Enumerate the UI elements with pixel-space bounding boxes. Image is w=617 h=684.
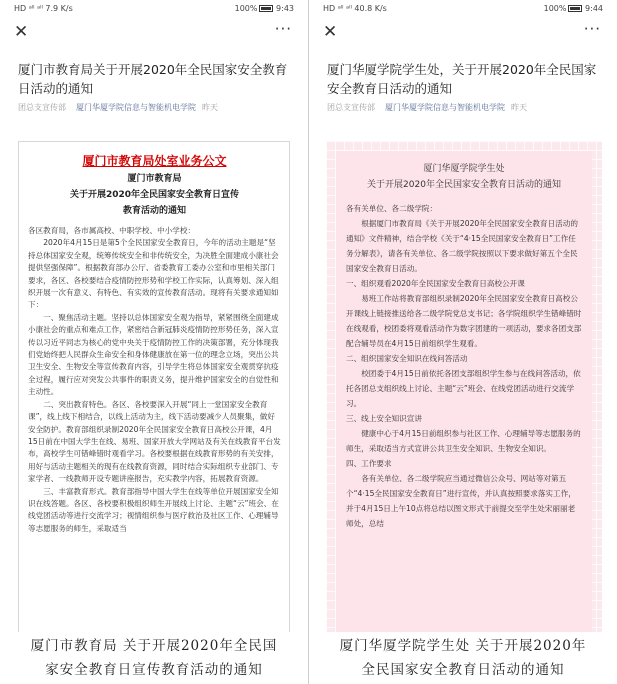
status-bar [0, 0, 308, 18]
status-bar [309, 0, 617, 18]
status-time: 9:44 [585, 4, 603, 13]
account-link[interactable]: 厦门华厦学院信息与智能机电学院 [76, 103, 196, 112]
doc-paragraph: 各有关单位、各二级学院应当通过微信公众号、网站等对第五个“4·15全民国家安全教育日”进行宣传，并认真按照要求落实工作，并于4月15日上午10点将总结以图文形式于前提交至学生处宋丽丽老师处，总结 [346, 474, 576, 528]
doc-paragraph: 二、突出教育特色。各区、各校要深入开展“同上一堂国家安全教育课”，线上线下相结合，以线上活动为主，线下活动要减少人员聚集，做好安全防护。教育部组织录制2020年全民国家安全教育日高校公开课，4月15日前在中国大学生在线、易班、国家开放大学网站及有关在线教育平台发布，高校学生可错峰错时观看学习。各校要根据在线教育形势的有关安排，用好与活动主题相关的现有在线教育资源，同时结合实际组织专业部门、专家学者、一线教师开设专题讲座报告，充实教学内容，拓展教育资源。 [28, 399, 281, 484]
header-line: 关于开展2020年全民国家安全教育日活动的通知 [367, 180, 561, 190]
document-image [18, 141, 290, 632]
document-header [346, 161, 582, 193]
doc-paragraph: 易班工作站将教育部组织录制2020年全民国家安全教育日高校公开课线上链接推送给各二级学院党总支书记；各学院组织学生错峰错时在线观看，校团委将观看活动作为数字团建的一项活动，要求各团支部配合辅导员在4月15日前组织学生观看。 [346, 294, 582, 348]
doc-paragraph: 2020年4月15日是第5个全民国家安全教育日，今年的活动主题是“坚持总体国家安全观，统筹传统安全和非传统安全，为决胜全面建成小康社会提供坚强保障”。根据教育部办公厅、省委教育工委办公室和市里相关部门要求，各区、各校要结合疫情防控形势和学校工作实际，认真筹划、深入组织开展一次有意义、有特色、有实效的宣传教育活动。现将有关要求通知如下： [28, 238, 279, 310]
doc-paragraph: 健康中心于4月15日前组织参与社区工作、心理辅导等志愿服务的师生，采取适当方式宣讲公共卫生安全知识、生物安全知识。 [346, 429, 581, 453]
close-icon[interactable]: ✕ [14, 22, 29, 42]
doc-paragraph: 校团委于4月15日前依托各团支部组织学生参与在线问答活动，依托各团总支组织线上讨论、主题“云”班会、在线党团活动进行交流学习。 [346, 369, 581, 408]
doc-section-heading: 三、线上安全知识宣讲 [346, 414, 422, 423]
more-options-icon[interactable]: ··· [583, 20, 601, 38]
article-source: 团总支宣传部 [327, 103, 375, 112]
doc-section-heading: 四、工作要求 [346, 459, 392, 468]
document-body [28, 225, 281, 535]
article-date: 昨天 [202, 103, 218, 112]
battery-percent: 100% [543, 4, 567, 13]
doc-paragraph: 根据厦门市教育局《关于开展2020年全民国家安全教育日活动的通知》文件精神，结合学校《关于“4·15全民国家安全教育日”工作任务分解表》，请各有关单位、各二级学院按照以下要求做好第五个全民国家安全教育日活动。 [346, 219, 578, 273]
more-options-icon[interactable]: ··· [274, 20, 292, 38]
header-line: 厦门华厦学院学生处 [423, 164, 505, 174]
status-right [544, 4, 603, 13]
caption-line: 厦门华厦学院学生处 关于开展2020年 [339, 638, 587, 654]
article-date: 昨天 [511, 103, 527, 112]
red-header: 厦门市教育局处室业务公文 [82, 154, 227, 168]
account-link[interactable]: 厦门华厦学院信息与智能机电学院 [385, 103, 505, 112]
document-image [326, 141, 602, 632]
doc-paragraph: 各区教育局，各市属高校、中职学校、中小学校： [28, 226, 196, 235]
caption-left [0, 634, 308, 682]
battery-percent: 100% [234, 4, 258, 13]
nav-bar [309, 18, 617, 50]
caption-line: 家安全教育日宣传教育活动的通知 [45, 662, 263, 678]
status-signal: HD ᵃˡˡ ᵃˡˡ 40.8 K/s [323, 4, 387, 13]
battery-icon [568, 5, 582, 12]
article-title: 厦门华厦学院学生处，关于开展2020年全民国家安全教育日活动的通知 [327, 62, 597, 96]
caption-line: 全民国家安全教育日活动的通知 [361, 662, 565, 678]
battery-icon [259, 5, 273, 12]
doc-paragraph: 三、丰富教育形式。教育部指导中国大学生在线等单位开展国家安全知识在线答题。各区、各校要积极组织师生开展线上讨论、主题“云”班会、在线党团活动等进行交流学习；视情组织参与医疗救治及社区工作、心理辅导等志愿服务的师生，采取适当 [28, 486, 279, 533]
article-source: 团总支宣传部 [18, 103, 66, 112]
right-screenshot-panel [309, 0, 617, 632]
close-icon[interactable]: ✕ [323, 22, 338, 42]
caption-line: 厦门市教育局 关于开展2020年全民国 [30, 638, 278, 654]
caption-right [309, 634, 617, 682]
article-meta [0, 100, 308, 122]
status-right [235, 4, 294, 13]
status-signal: HD ᵃˡˡ ᵃˡˡ 7.9 K/s [14, 4, 73, 13]
document-paper [336, 151, 592, 632]
doc-paragraph: 各有关单位、各二级学院： [346, 204, 438, 213]
doc-section-heading: 一、组织观看2020年全民国家安全教育日高校公开课 [346, 279, 525, 288]
captions-row [0, 632, 617, 684]
doc-paragraph: 一、聚焦活动主题。坚持以总体国家安全观为指导，紧紧围绕全面建成小康社会的重点和难点工作，紧密结合新冠肺炎疫情防控形势任务，深入宣传以习近平同志为核心的党中央关于疫情防控工作的决策部署，充分体现我们党始终把人民群众生命安全和身体健康放在第一位的理念立场，突出公共卫生安全、生物安全等宣传教育内容，引导学生将总体国家安全观贯穿抗疫全过程，履行应对突发公共事件的职责义务，提升维护国家安全的自觉性和主动性。 [28, 312, 279, 397]
document-body [346, 201, 582, 531]
article-meta [309, 100, 617, 122]
header-line: 关于开展2020年全民国家安全教育日宣传 [69, 190, 240, 200]
nav-bar [0, 18, 308, 50]
left-screenshot-panel [0, 0, 308, 632]
doc-section-heading: 二、组织国家安全知识在线问答活动 [346, 354, 468, 363]
document-header [28, 171, 281, 219]
header-line: 教育活动的通知 [122, 206, 186, 216]
article-title: 厦门市教育局关于开展2020年全民国家安全教育日活动的通知 [18, 62, 288, 96]
header-line: 厦门市教育局 [127, 174, 182, 184]
status-time: 9:43 [276, 4, 294, 13]
